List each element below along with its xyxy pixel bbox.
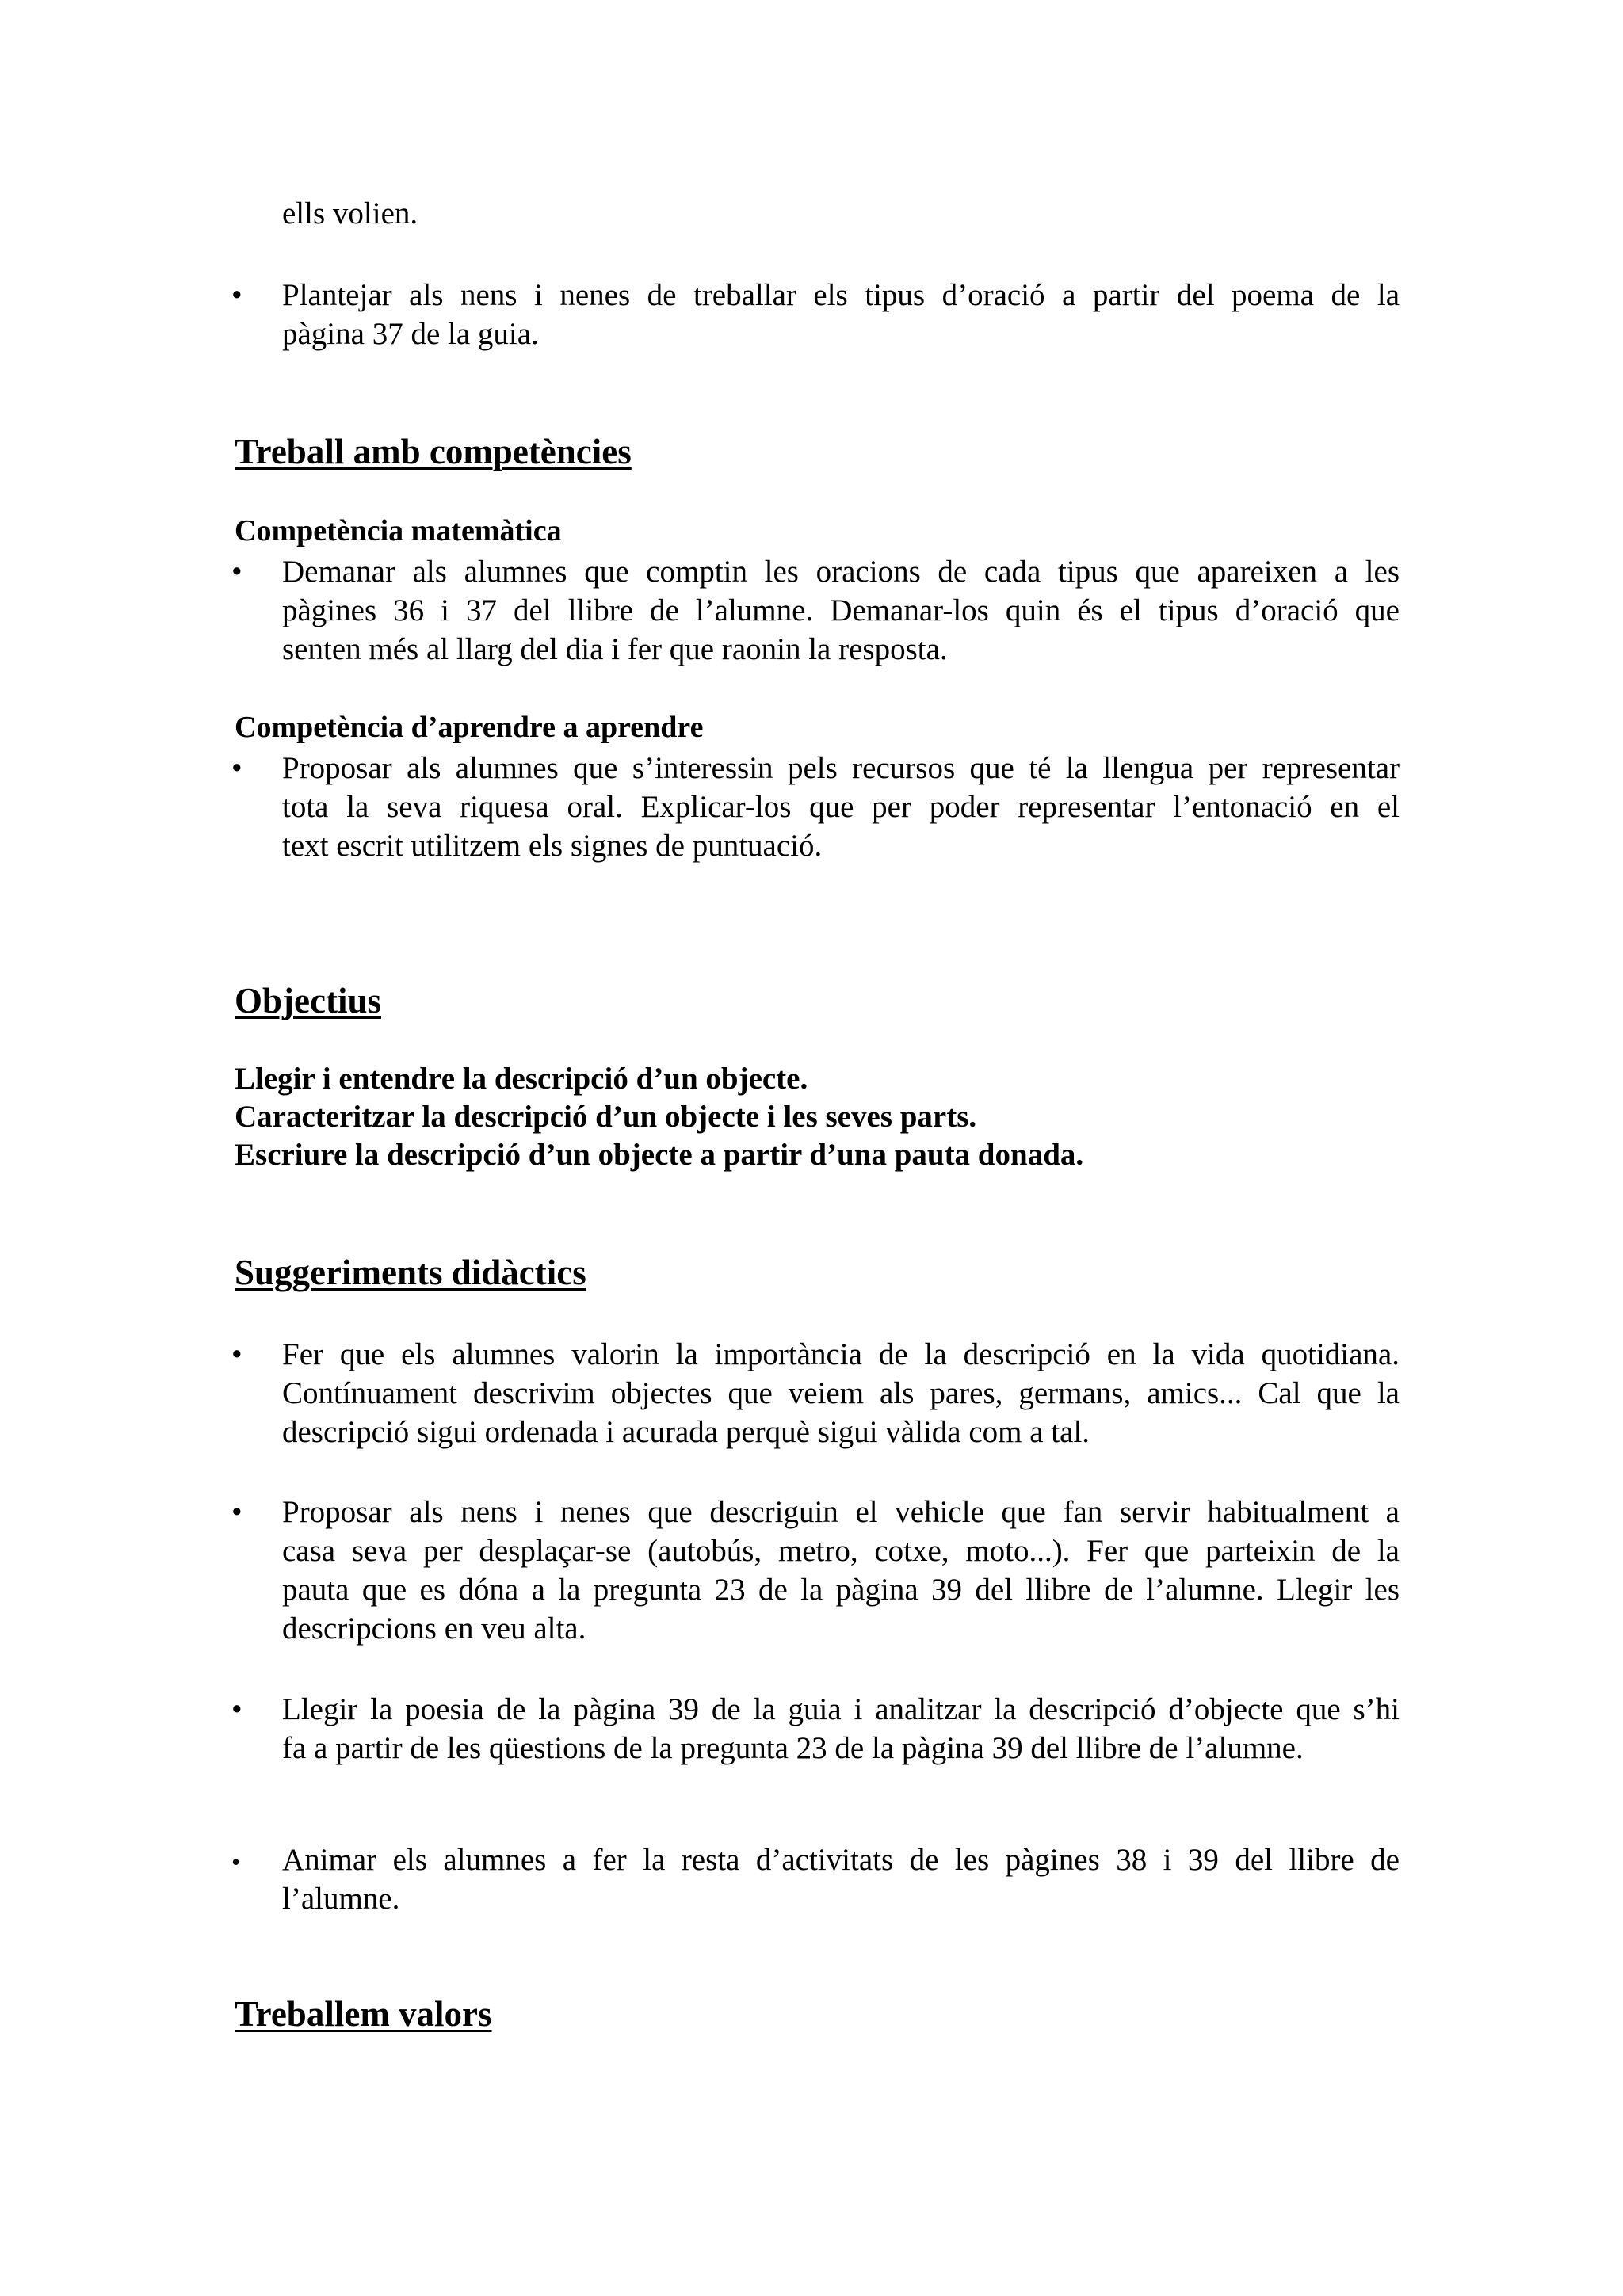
suggestion-line: Llegir la poesia de la pàgina 39 de la guia i analitzar la descripció d’objecte que s’hi — [282, 1692, 1400, 1726]
learning-line: tota la seva riquesa oral. Explicar-los que per poder representar l’entonació en el — [282, 790, 1400, 824]
suggestion-line: l’alumne. — [282, 1882, 400, 1916]
suggestion-line: descripcions en veu alta. — [282, 1611, 586, 1646]
section-heading-objectives: Objectius — [235, 981, 381, 1020]
suggestion-line: Contínuament descrivim objectes que veiem als pares, germans, amics... Cal que la — [282, 1376, 1400, 1410]
intro-item-line: pàgina 37 de la guia. — [282, 317, 539, 351]
math-line: Demanar als alumnes que comptin les oracions de cada tipus que apareixen a les — [282, 555, 1400, 589]
suggestion-line: pauta que es dóna a la pregunta 23 de la pàgina 39 del llibre de l’alumne. Llegir les — [282, 1573, 1400, 1607]
intro-item-line: Plantejar als nens i nenes de treballar els tipus d’oració a partir del poema de la — [282, 278, 1400, 312]
objective-item: Caracteritzar la descripció d’un objecte i les seves parts. — [235, 1100, 977, 1134]
bullet-icon: • — [231, 751, 242, 785]
section-heading-competencies: Treball amb competències — [235, 432, 632, 471]
suggestion-line: Proposar als nens i nenes que descriguin el vehicle que fan servir habitualment a — [282, 1495, 1400, 1529]
bullet-icon: • — [231, 1337, 242, 1371]
bullet-icon: • — [231, 555, 242, 589]
bullet-icon: • — [231, 278, 242, 312]
objective-item: Escriure la descripció d’un objecte a partir d’una pauta donada. — [235, 1138, 1084, 1172]
objective-item: Llegir i entendre la descripció d’un objecte. — [235, 1062, 808, 1096]
suggestion-line: Animar els alumnes a fer la resta d’activitats de les pàgines 38 i 39 del llibre de — [282, 1843, 1400, 1877]
subheading-learning-competence: Competència d’aprendre a aprendre — [235, 711, 704, 744]
subheading-math-competence: Competència matemàtica — [235, 514, 562, 547]
learning-line: text escrit utilitzem els signes de puntuació. — [282, 829, 823, 863]
learning-line: Proposar als alumnes que s’interessin pels recursos que té la llengua per representar — [282, 751, 1400, 785]
math-line: pàgines 36 i 37 del llibre de l’alumne. Demanar-los quin és el tipus d’oració que — [282, 593, 1400, 627]
section-heading-values: Treballem valors — [235, 1994, 492, 2034]
bullet-icon: • — [231, 1692, 242, 1726]
suggestion-line: fa a partir de les qüestions de la pregunta 23 de la pàgina 39 del llibre de l’alumne. — [282, 1731, 1304, 1765]
math-line: senten més al llarg del dia i fer que raonin la resposta. — [282, 632, 948, 666]
suggestion-line: Fer que els alumnes valorin la importància de la descripció en la vida quotidiana. — [282, 1337, 1400, 1371]
section-heading-suggestions: Suggeriments didàctics — [235, 1253, 586, 1292]
suggestion-line: descripció sigui ordenada i acurada perquè sigui vàlida com a tal. — [282, 1415, 1090, 1449]
suggestion-line: casa seva per desplaçar-se (autobús, metro, cotxe, moto...). Fer que parteixin de la — [282, 1534, 1400, 1568]
bullet-icon: • — [231, 1848, 241, 1876]
intro-line: ells volien. — [282, 196, 418, 231]
bullet-icon: • — [231, 1495, 242, 1529]
